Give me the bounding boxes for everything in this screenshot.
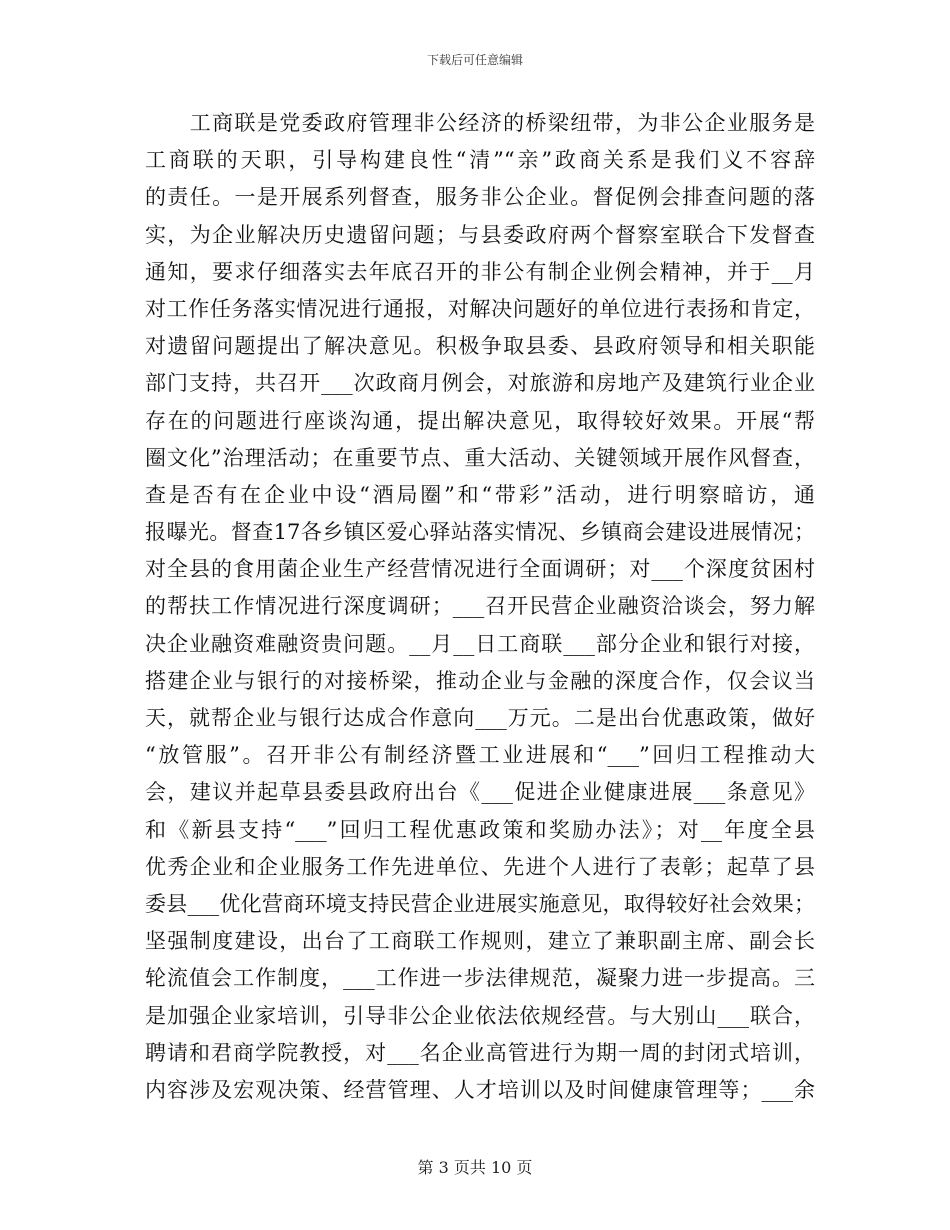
text-line: 查是否有在企业中设“酒局圈”和“带彩”活动，进行明察暗访，通	[145, 482, 815, 507]
text-line: 报曝光。督查17各乡镇区爱心驿站落实情况、乡镇商会建设进展情况；	[145, 520, 815, 545]
text-line: 圈文化”治理活动；在重要节点、重大活动、关键领域开展作风督查，	[145, 445, 815, 470]
page-header: 下载后可任意编辑	[426, 53, 523, 67]
text-line: 对工作任务落实情况进行通报，对解决问题好的单位进行表扬和肯定，	[145, 296, 815, 321]
text-line: 的帮扶工作情况进行深度调研；___召开民营企业融资洽谈会，努力解	[145, 594, 815, 619]
text-line: 内容涉及宏观决策、经营管理、人才培训以及时间健康管理等；___余	[145, 1077, 815, 1102]
text-line: 会，建议并起草县委县政府出台《___促进企业健康进展___条意见》	[145, 780, 815, 805]
text-line: 决企业融资难融资贵问题。__月__日工商联___部分企业和银行对接，	[145, 631, 815, 656]
text-line: 工商联的天职，引导构建良性“清”“亲”政商关系是我们义不容辞	[145, 148, 815, 173]
page-number: 第 3 页共 10 页	[417, 1158, 533, 1177]
text-line: 对全县的食用菌企业生产经营情况进行全面调研；对___个深度贫困村	[145, 557, 815, 582]
text-line: 实，为企业解决历史遗留问题；与县委政府两个督察室联合下发督查	[145, 222, 815, 247]
text-line: 是加强企业家培训，引导非公企业依法依规经营。与大别山___联合，	[145, 1003, 815, 1028]
text-line: 委县___优化营商环境支持民营企业进展实施意见，取得较好社会效果；	[145, 891, 815, 916]
text-line: 通知，要求仔细落实去年底召开的非公有制企业例会精神，并于__月	[145, 259, 815, 284]
text-line: 天，就帮企业与银行达成合作意向___万元。二是出台优惠政策，做好	[145, 706, 815, 730]
text-line: 和《新县支持“___”回归工程优惠政策和奖励办法》；对__年度全县	[145, 817, 815, 842]
text-line: 对遗留问题提出了解决意见。积极争取县委、县政府领导和相关职能	[145, 334, 815, 359]
text-line: 部门支持，共召开___次政商月例会，对旅游和房地产及建筑行业企业	[145, 371, 815, 396]
text-line: 的责任。一是开展系列督查，服务非公企业。督促例会排查问题的落	[145, 185, 815, 210]
document-body	[145, 105, 815, 1109]
text-line: 轮流值会工作制度，___工作进一步法律规范，凝聚力进一步提高。三	[145, 966, 815, 991]
text-line: “放管服”。召开非公有制经济暨工业进展和“___”回归工程推动大	[145, 743, 815, 768]
text-line: 工商联是党委政府管理非公经济的桥梁纽带，为非公企业服务是	[145, 111, 815, 135]
text-line: 坚强制度建设，出台了工商联工作规则，建立了兼职副主席、副会长	[145, 929, 815, 954]
text-line: 优秀企业和企业服务工作先进单位、先进个人进行了表彰；起草了县	[145, 854, 815, 879]
text-line: 聘请和君商学院教授，对___名企业高管进行为期一周的封闭式培训，	[145, 1040, 815, 1065]
text-line: 存在的问题进行座谈沟通，提出解决意见，取得较好效果。开展“帮	[145, 408, 815, 433]
text-line: 搭建企业与银行的对接桥梁，推动企业与金融的深度合作，仅会议当	[145, 668, 815, 693]
